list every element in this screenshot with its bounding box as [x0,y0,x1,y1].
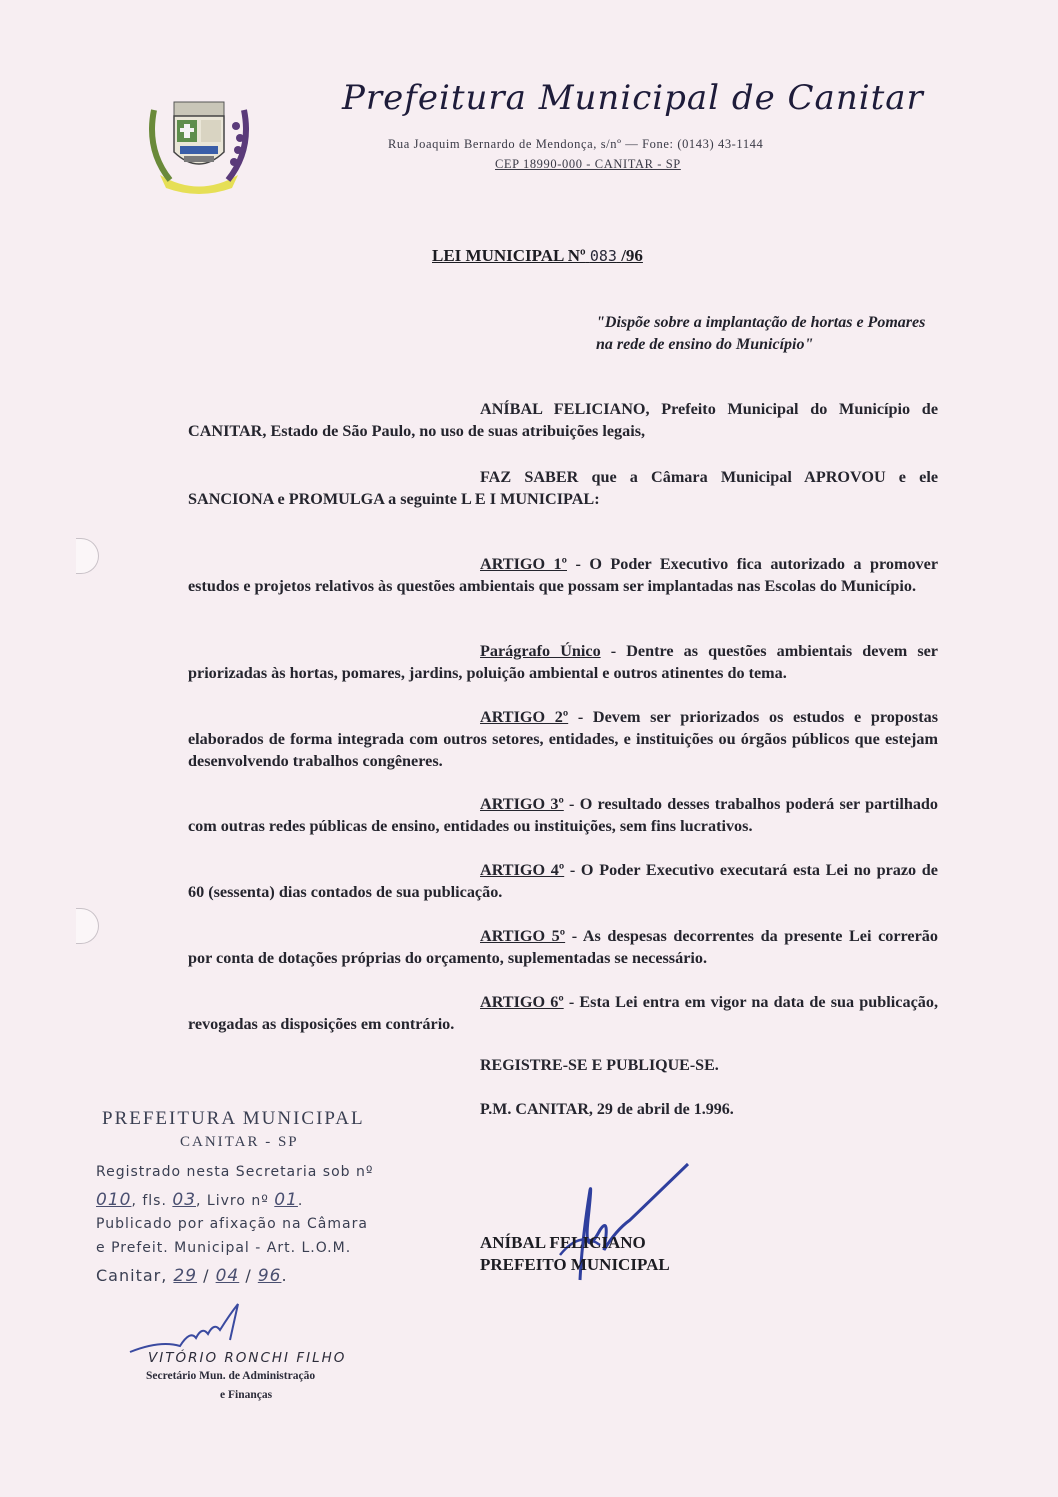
article-heading: ARTIGO 1º [480,555,567,573]
article-heading: ARTIGO 3º [480,795,564,813]
article-3 [188,793,938,837]
stamp-reg-no: 010 [96,1190,132,1210]
enactment-text: FAZ SABER que a Câmara Municipal APROVOU e ele SANCIONA e PROMULGA a seguinte L E I MUNICIPAL: [188,468,938,508]
law-year: /96 [621,246,643,265]
stamp-year: 96 [257,1266,282,1286]
mayor-signature-block [480,1232,670,1276]
stamp-title: PREFEITURA MUNICIPAL [102,1108,365,1129]
law-label: LEI MUNICIPAL Nº [432,246,586,265]
stamp-month: 04 [215,1266,240,1286]
municipal-crest-icon [140,80,258,198]
municipality-address: Rua Joaquim Bernardo de Mendonça, s/nº — Fone: (0143) 43-1144 [388,137,764,151]
punch-hole [76,908,99,944]
article-heading: Parágrafo Único [480,642,601,660]
stamp-article: e Prefeit. Municipal - Art. L.O.M. [96,1240,352,1256]
law-number: 083 [589,247,617,265]
article-1-paragraph [188,640,938,684]
article-text: - O Poder Executivo executará esta Lei no prazo de 60 (sessenta) dias contados de sua publicação. [188,861,938,901]
stamp-date-line: Canitar, 29 / 04 / 96. [96,1266,288,1286]
article-6 [188,991,938,1035]
article-heading: ARTIGO 5º [480,927,566,945]
law-title [432,246,643,266]
stamp-day: 29 [173,1266,198,1286]
article-heading: ARTIGO 4º [480,861,565,879]
article-1 [188,553,938,597]
stamp-published: Publicado por afixação na Câmara [96,1216,368,1232]
article-heading: ARTIGO 2º [480,708,569,726]
article-text: - Dentre as questões ambientais devem ser priorizadas às hortas, pomares, jardins, poluição ambiental e outros atinentes do tema. [188,642,938,682]
stamp-fls: 03 [172,1190,197,1210]
stamp-livro: 01 [274,1190,298,1210]
stamp-registered: Registrado nesta Secretaria sob nº [96,1164,374,1180]
preamble-paragraph [188,398,938,442]
article-text: - O Poder Executivo fica autorizado a promover estudos e projetos relativos às questões ambientais que possam ser implantadas nas Escolas do Município. [188,555,939,595]
secretary-role-cont: e Finanças [220,1389,273,1401]
date-place: P.M. CANITAR, 29 de abril de 1.996. [480,1101,734,1118]
enactment-paragraph [188,466,938,510]
article-heading: ARTIGO 6º [480,993,564,1011]
preamble-text: ANÍBAL FELICIANO, Prefeito Municipal do Município de CANITAR, Estado de São Paulo, no uso de suas atribuições legais, [188,400,938,440]
stamp-livro-label: , Livro nº [196,1193,269,1209]
stamp-city: CANITAR - SP [180,1134,299,1150]
secretary-role: Secretário Mun. de Administração [146,1370,316,1382]
article-2 [188,706,938,772]
article-text: - Devem ser priorizados os estudos e propostas elaborados de forma integrada com outros setores, entidades, e instituições ou órgãos públicos que estejam desenvolvendo trabalhos congêneres. [188,708,938,770]
secretary-name: VITÓRIO RONCHI FILHO [148,1350,347,1366]
punch-hole [76,538,99,574]
stamp-city-label: Canitar, [96,1266,168,1285]
municipality-title: Prefeitura Municipal de Canitar [342,78,924,118]
law-summary: "Dispõe sobre a implantação de hortas e Pomares na rede de ensino do Município" [596,314,926,353]
stamp-registry-line: 010, fls. 03, Livro nº 01. [96,1190,304,1210]
stamp-fls-label: , fls. [131,1193,167,1209]
article-4 [188,859,938,903]
mayor-name: ANÍBAL FELICIANO [480,1233,646,1252]
register-publish: REGISTRE-SE E PUBLIQUE-SE. [480,1057,719,1074]
article-5 [188,925,938,969]
municipality-cep: CEP 18990-000 - CANITAR - SP [495,157,681,171]
article-text: - Esta Lei entra em vigor na data de sua publicação, revogadas as disposições em contrário. [188,993,939,1033]
article-text: - O resultado desses trabalhos poderá ser partilhado com outras redes públicas de ensino, entidades ou instituições, sem fins lucrativos. [188,795,939,835]
article-text: - As despesas decorrentes da presente Lei correrão por conta de dotações próprias do orçamento, suplementadas se necessário. [188,927,938,967]
mayor-role: PREFEITO MUNICIPAL [480,1255,670,1274]
